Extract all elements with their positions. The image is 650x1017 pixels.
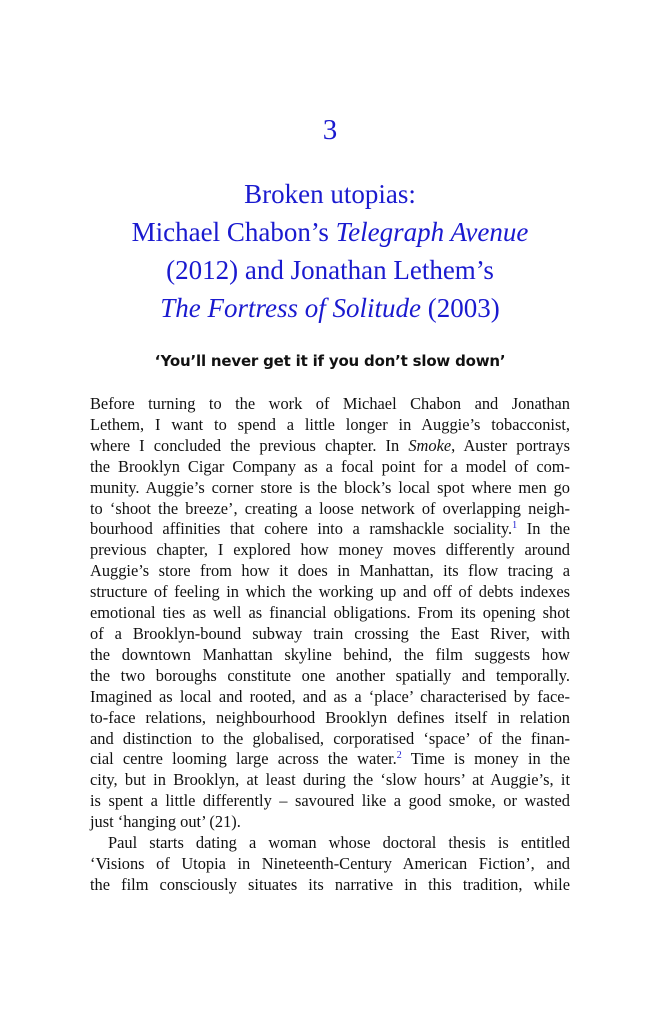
text-line <box>90 582 570 603</box>
chapter-title-text: Broken utopias: <box>244 179 416 209</box>
text-segment: cial centre looming large across the water. <box>90 749 397 769</box>
text-line <box>90 561 570 582</box>
text-line <box>90 624 570 645</box>
text-segment: and distinction to the globalised, corporatised ‘space’ of the finan- <box>90 728 570 748</box>
text-segment: bourhood affinities that cohere into a ramshackle sociality. <box>90 519 513 539</box>
text-line <box>90 603 570 624</box>
chapter-title-italic: Telegraph Avenue <box>335 217 529 247</box>
text-segment: the downtown Manhattan skyline behind, the film suggests how <box>90 644 570 664</box>
text-line <box>90 645 570 666</box>
chapter-title-text: Michael Chabon’s <box>131 217 336 247</box>
text-line <box>90 457 570 478</box>
text-segment: Paul starts dating a woman whose doctoral thesis is entitled <box>108 833 570 853</box>
text-segment: Auggie’s store from how it does in Manhattan, its flow tracing a <box>90 561 570 581</box>
text-segment: to ‘shoot the breeze’, creating a loose network of overlapping neigh- <box>90 498 570 518</box>
footnote-ref[interactable]: 2 <box>396 750 402 762</box>
text-line <box>90 749 570 770</box>
chapter-title-line <box>90 251 570 289</box>
text-line <box>90 708 570 729</box>
text-segment: Time is money in the <box>401 749 570 769</box>
italic-text: Smoke <box>408 435 452 455</box>
chapter-title <box>90 175 570 327</box>
text-segment: Before turning to the work of Michael Chabon and Jonathan <box>90 394 570 413</box>
text-segment: munity. Auggie’s corner store is the block’s local spot where men go <box>90 477 570 497</box>
text-line <box>90 875 570 896</box>
text-segment: Imagined as local and rooted, and as a ‘place’ characterised by face- <box>90 686 570 706</box>
text-line <box>90 519 570 540</box>
text-line <box>90 770 570 791</box>
paragraph <box>90 394 570 833</box>
text-segment: the film consciously situates its narrative in this tradition, while <box>90 874 570 894</box>
text-segment: is spent a little differently – savoured like a good smoke, or wasted <box>90 791 570 811</box>
text-segment: to-face relations, neighbourhood Brooklyn defines itself in relation <box>90 707 570 727</box>
text-line <box>90 478 570 499</box>
body-text <box>90 394 570 896</box>
text-line <box>90 499 570 520</box>
text-segment: just ‘hanging out’ (21). <box>90 812 241 832</box>
text-segment: In the <box>517 519 570 539</box>
footnote-ref[interactable]: 1 <box>512 520 518 532</box>
text-segment: previous chapter, I explored how money moves differently around <box>90 540 570 560</box>
chapter-title-line <box>90 175 570 213</box>
chapter-title-italic: The Fortress of Solitude <box>160 293 421 323</box>
chapter-title-text: (2003) <box>421 293 500 323</box>
text-segment: city, but in Brooklyn, at least during the ‘slow hours’ at Auggie’s, it <box>90 770 570 790</box>
text-line <box>90 415 570 436</box>
text-line <box>90 436 570 457</box>
text-line <box>90 854 570 875</box>
text-segment: the two boroughs constitute one another spatially and temporally. <box>90 665 570 685</box>
chapter-number: 3 <box>322 114 338 146</box>
paragraph <box>90 833 570 896</box>
text-segment: ‘Visions of Utopia in Nineteenth-Century American Fiction’, and <box>90 853 570 873</box>
text-line <box>90 833 570 854</box>
text-line <box>90 394 570 415</box>
text-segment: emotional ties as well as financial obligations. From its opening shot <box>90 603 570 623</box>
text-line <box>90 729 570 750</box>
section-heading: ‘You’ll never get it if you don’t slow down’ <box>154 352 506 370</box>
chapter-title-text: (2012) and Jonathan Lethem’s <box>166 255 494 285</box>
text-line <box>90 666 570 687</box>
text-line <box>90 687 570 708</box>
chapter-title-line <box>90 289 570 327</box>
text-segment: where I concluded the previous chapter. In <box>90 435 409 455</box>
text-segment: structure of feeling in which the working up and off of debts indexes <box>90 582 570 602</box>
text-line <box>90 812 570 833</box>
text-segment: Lethem, I want to spend a little longer in Auggie’s tobacconist, <box>90 414 570 434</box>
text-segment: the Brooklyn Cigar Company as a focal point for a model of com- <box>90 456 570 476</box>
text-segment: of a Brooklyn-bound subway train crossing the East River, with <box>90 623 570 643</box>
text-line <box>90 540 570 561</box>
text-segment: , Auster portrays <box>451 435 570 455</box>
chapter-title-line <box>90 213 570 251</box>
text-line <box>90 791 570 812</box>
